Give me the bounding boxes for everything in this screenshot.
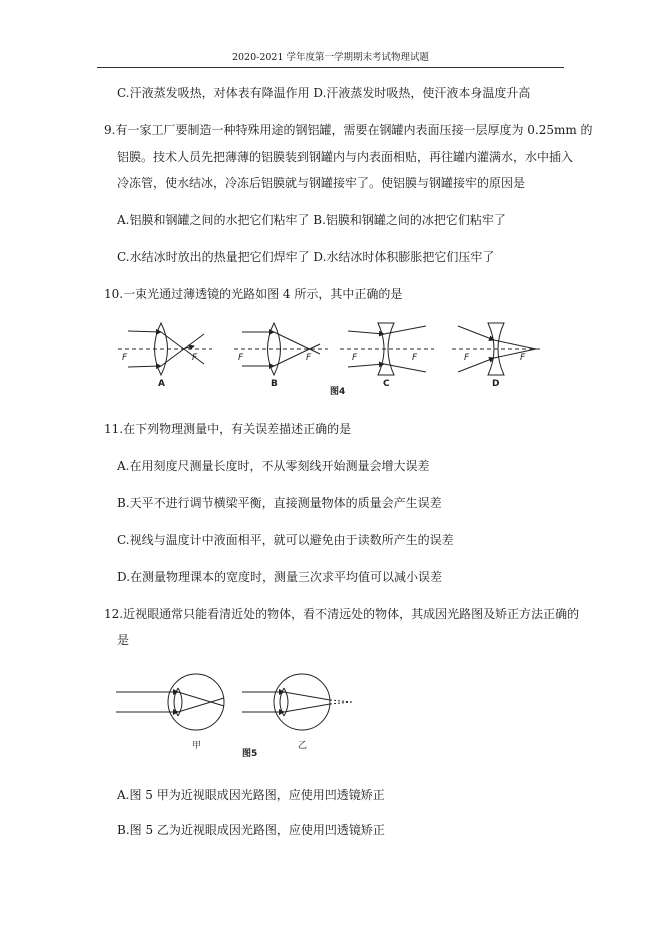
q9-options-ab: A.铝膜和钢罐之间的水把它们粘牢了 B.铝膜和钢罐之间的冰把它们粘牢了	[117, 213, 506, 227]
figure-5-eye-diagram	[112, 668, 372, 764]
panel-a-convex-lens	[118, 323, 212, 375]
q12-stem-line2: 是	[117, 633, 130, 647]
focus-label-d: F	[464, 353, 470, 363]
q12-stem-line1: 12.近视眼通常只能看清近处的物体，看不清远处的物体，其成因光路图及矫正方法正确的	[104, 607, 580, 621]
q10-stem: 10.一束光通过薄透镜的光路如图 4 所示，其中正确的是	[104, 287, 403, 301]
q11-stem: 11.在下列物理测量中，有关误差描述正确的是	[104, 422, 352, 436]
panel-label-c: C	[383, 379, 390, 389]
q11-option-d: D.在测量物理课本的宽度时，测量三次求平均值可以减小误差	[117, 570, 443, 584]
label-yi: 乙	[298, 741, 308, 751]
panel-label-d: D	[492, 379, 500, 389]
q9-options-cd: C.水结冰时放出的热量把它们焊牢了 D.水结冰时体积膨胀把它们压牢了	[117, 250, 495, 264]
panel-c-concave-lens	[340, 323, 434, 375]
panel-label-a: A	[158, 379, 165, 389]
q8-options-cd: C.汗液蒸发吸热，对体表有降温作用 D.汗液蒸发时吸热，使汗液本身温度升高	[117, 86, 531, 100]
page-header: 2020-2021 学年度第一学期期末考试物理试题	[97, 49, 564, 68]
focus-label-a: F	[122, 353, 128, 363]
panel-b-convex-lens	[234, 323, 328, 375]
figure-5-caption: 图5	[242, 749, 258, 759]
figure-4-lens-diagram	[112, 318, 548, 398]
panel-label-b: B	[271, 379, 278, 389]
eye-jia	[116, 674, 224, 730]
q11-option-a: A.在用刻度尺测量长度时，不从零刻线开始测量会增大误差	[117, 459, 430, 473]
q9-stem-line1: 9.有一家工厂要制造一种特殊用途的钢铝罐，需要在钢罐内表面压接一层厚度为 0.25mm 的	[104, 123, 593, 137]
focus-label-b: F	[238, 353, 244, 363]
focus-label-c2: F	[412, 353, 418, 363]
focus-label-b2: F	[306, 353, 312, 363]
focus-label-d2: F	[520, 353, 526, 363]
focus-label-a2: F	[192, 353, 198, 363]
q9-stem-line2: 铝膜。技术人员先把薄薄的铝膜装到钢罐内与内表面相贴，再往罐内灌满水，水中插入	[117, 150, 574, 164]
focus-label-c: F	[352, 353, 358, 363]
q12-option-b: B.图 5 乙为近视眼成因光路图，应使用凹透镜矫正	[117, 823, 385, 837]
q11-option-c: C.视线与温度计中液面相平，就可以避免由于读数所产生的误差	[117, 533, 454, 547]
eye-yi	[242, 674, 352, 730]
q9-stem-line3: 冷冻管，使水结冰，冷冻后铝膜就与钢罐接牢了。使铝膜与钢罐接牢的原因是	[117, 176, 526, 190]
label-jia: 甲	[192, 741, 202, 751]
q11-option-b: B.天平不进行调节横梁平衡，直接测量物体的质量会产生误差	[117, 496, 442, 510]
figure-4-caption: 图4	[330, 387, 346, 397]
panel-d-concave-lens	[452, 323, 542, 375]
q12-option-a: A.图 5 甲为近视眼成因光路图，应使用凹透镜矫正	[117, 788, 385, 802]
